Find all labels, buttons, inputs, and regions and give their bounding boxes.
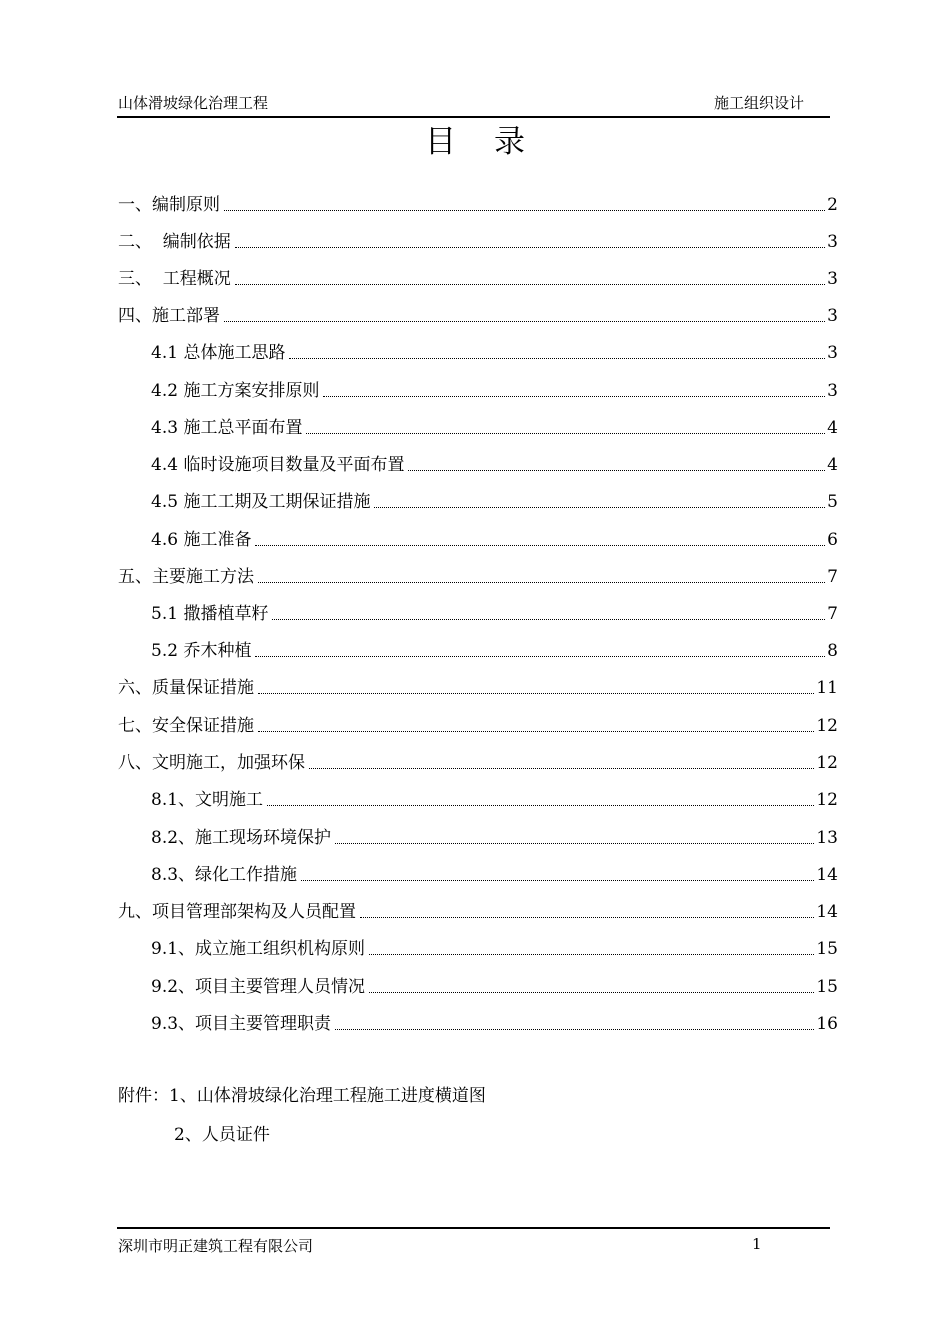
toc-subentry[interactable] (151, 972, 838, 998)
attachment-line-1: 附件：1、山体滑坡绿化治理工程施工进度横道图 (118, 1086, 486, 1106)
toc-leader-dots (335, 1028, 814, 1030)
toc-entry-text: 5.1 撒播植草籽 (151, 604, 269, 624)
toc-leader-dots (301, 879, 814, 881)
toc-leader-dots (369, 953, 814, 955)
toc-entry-text: 9.1、成立施工组织机构原则 (151, 939, 366, 959)
toc-leader-dots (374, 506, 825, 508)
toc-entry-text: 4.3 施工总平面布置 (151, 418, 303, 438)
toc-subentry[interactable] (151, 450, 838, 476)
toc-entry-page: 3 (827, 269, 838, 289)
toc-entry-page: 13 (816, 828, 838, 848)
toc-entry-text: 8.2、施工现场环境保护 (151, 828, 332, 848)
toc-entry-page: 5 (827, 492, 838, 512)
toc-entry-page: 12 (816, 753, 838, 773)
toc-entry-page: 16 (816, 1014, 838, 1034)
header-project-name: 山体滑坡绿化治理工程 (118, 94, 269, 112)
toc-leader-dots (335, 842, 814, 844)
toc-entry[interactable] (118, 673, 838, 699)
toc-subentry[interactable] (151, 376, 838, 402)
attachment-line-2: 2、人员证件 (174, 1125, 270, 1145)
toc-subentry[interactable] (151, 525, 838, 551)
toc-entry-page: 14 (816, 865, 838, 885)
toc-subentry[interactable] (151, 785, 838, 811)
toc-leader-dots (360, 916, 814, 918)
toc-subentry[interactable] (151, 487, 838, 513)
toc-leader-dots (224, 209, 825, 211)
toc-entry-text: 七、安全保证措施 (118, 716, 254, 736)
toc-entry-text: 九、项目管理部架构及人员配置 (118, 902, 356, 922)
toc-leader-dots (408, 469, 825, 471)
toc-entry-text: 二、 编制依据 (118, 232, 231, 252)
toc-entry[interactable] (118, 227, 838, 253)
toc-entry-page: 3 (827, 232, 838, 252)
page-number: 1 (752, 1235, 762, 1253)
footer-company: 深圳市明正建筑工程有限公司 (118, 1237, 314, 1255)
toc-leader-dots (224, 320, 825, 322)
toc-entry-text: 三、 工程概况 (118, 269, 231, 289)
toc-entry-page: 12 (816, 790, 838, 810)
toc-subentry[interactable] (151, 338, 838, 364)
toc-entry-text: 9.3、项目主要管理职责 (151, 1014, 332, 1034)
toc-entry[interactable] (118, 301, 838, 327)
toc-entry-page: 15 (816, 939, 838, 959)
toc-entry-page: 3 (827, 343, 838, 363)
toc-leader-dots (323, 395, 825, 397)
toc-leader-dots (267, 804, 814, 806)
toc-entry-page: 12 (816, 716, 838, 736)
toc-entry-page: 11 (816, 678, 838, 698)
toc-entry-page: 3 (827, 306, 838, 326)
toc-entry-text: 六、质量保证措施 (118, 678, 254, 698)
toc-subentry[interactable] (151, 636, 838, 662)
toc-entry-page: 7 (827, 567, 838, 587)
toc-leader-dots (258, 692, 814, 694)
toc-leader-dots (369, 991, 814, 993)
toc-leader-dots (258, 581, 825, 583)
toc-leader-dots (255, 655, 825, 657)
toc-leader-dots (235, 246, 825, 248)
toc-subentry[interactable] (151, 860, 838, 886)
toc-entry-text: 4.4 临时设施项目数量及平面布置 (151, 455, 405, 475)
toc-subentry[interactable] (151, 599, 838, 625)
toc-entry[interactable] (118, 562, 838, 588)
toc-entry-page: 15 (816, 977, 838, 997)
toc-subentry[interactable] (151, 1009, 838, 1035)
toc-entry-text: 八、文明施工，加强环保 (118, 753, 305, 773)
toc-leader-dots (272, 618, 825, 620)
toc-entry-text: 8.3、绿化工作措施 (151, 865, 298, 885)
toc-entry[interactable] (118, 748, 838, 774)
header-document-type: 施工组织设计 (713, 94, 804, 112)
toc-entry[interactable] (118, 190, 838, 216)
toc-entry-page: 3 (827, 381, 838, 401)
toc-entry-text: 四、施工部署 (118, 306, 220, 326)
toc-subentry[interactable] (151, 934, 838, 960)
toc-leader-dots (235, 283, 825, 285)
toc-entry-page: 7 (827, 604, 838, 624)
toc-entry[interactable] (118, 897, 838, 923)
toc-leader-dots (289, 357, 825, 359)
toc-leader-dots (306, 432, 825, 434)
toc-entry-text: 4.6 施工准备 (151, 530, 252, 550)
toc-subentry[interactable] (151, 413, 838, 439)
toc-entry-text: 4.2 施工方案安排原则 (151, 381, 320, 401)
toc-entry-text: 一、编制原则 (118, 195, 220, 215)
toc-entry-text: 4.1 总体施工思路 (151, 343, 286, 363)
footer-divider (117, 1227, 830, 1229)
toc-entry-page: 4 (827, 418, 838, 438)
toc-entry-text: 五、主要施工方法 (118, 567, 254, 587)
toc-entry-page: 8 (827, 641, 838, 661)
toc-entry-text: 9.2、项目主要管理人员情况 (151, 977, 366, 997)
toc-entry-text: 8.1、文明施工 (151, 790, 264, 810)
page-title: 目录 (425, 124, 563, 160)
toc-entry[interactable] (118, 711, 838, 737)
toc-entry-page: 6 (827, 530, 838, 550)
toc-entry-page: 4 (827, 455, 838, 475)
toc-entry-page: 14 (816, 902, 838, 922)
toc-leader-dots (255, 544, 825, 546)
toc-entry[interactable] (118, 264, 838, 290)
toc-entry-text: 4.5 施工工期及工期保证措施 (151, 492, 371, 512)
toc-subentry[interactable] (151, 823, 838, 849)
toc-leader-dots (309, 767, 814, 769)
toc-leader-dots (258, 730, 814, 732)
toc-entry-text: 5.2 乔木种植 (151, 641, 252, 661)
toc-entry-page: 2 (827, 195, 838, 215)
